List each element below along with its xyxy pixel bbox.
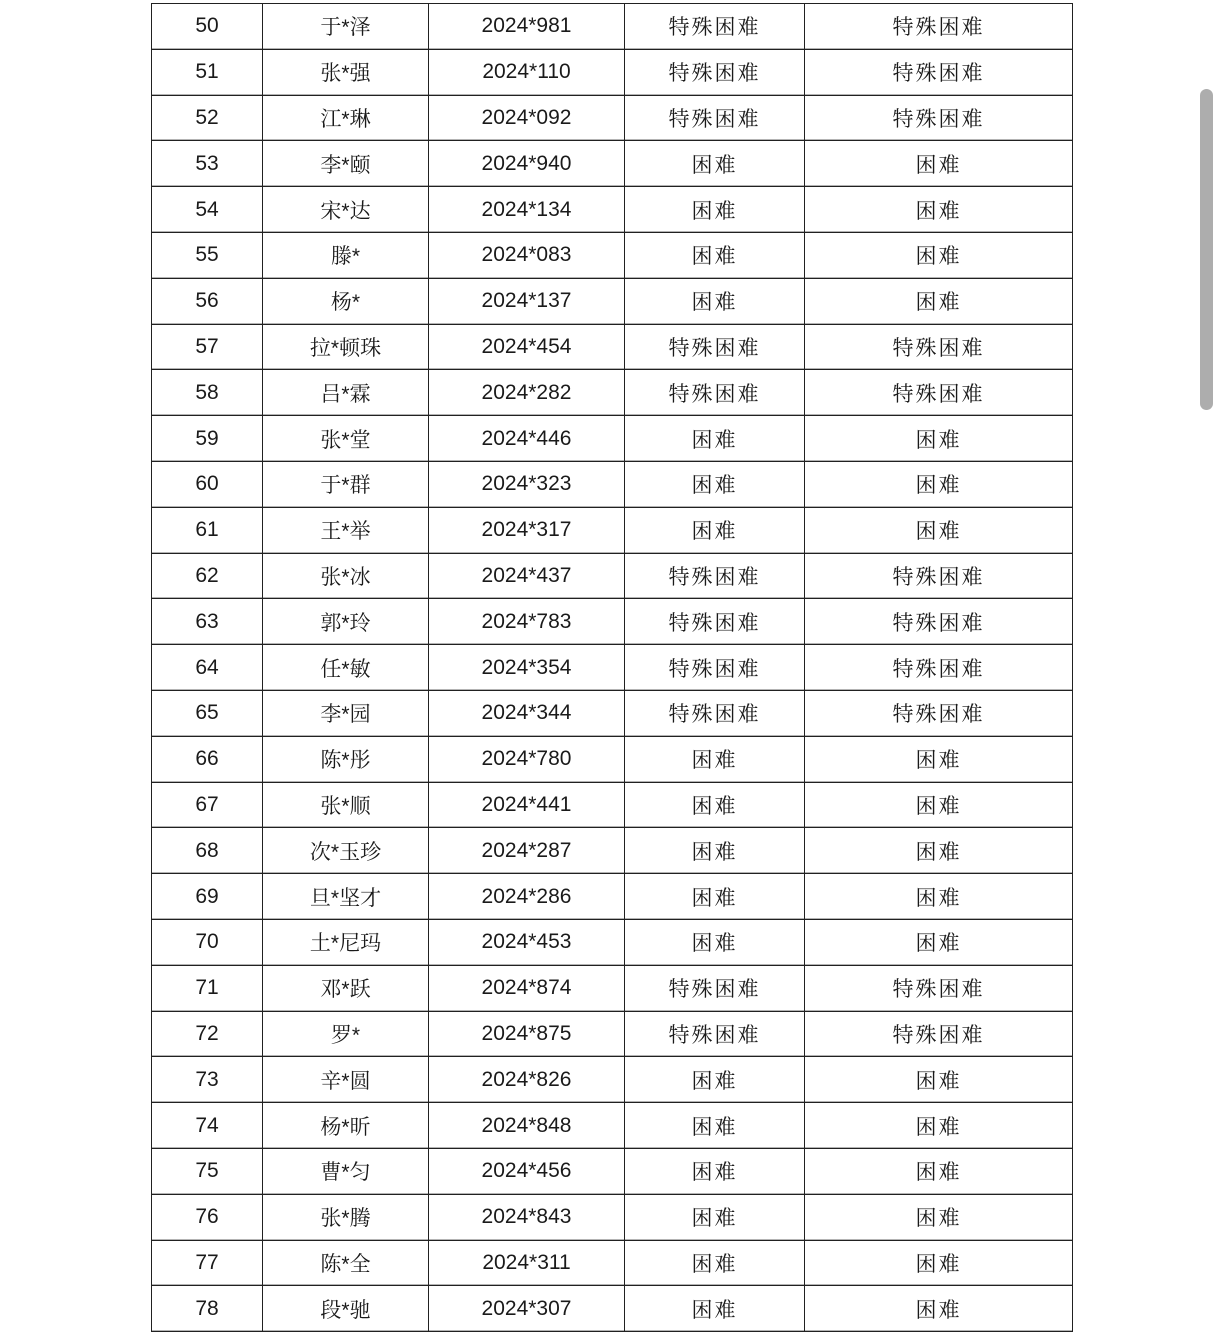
index-cell: 67	[152, 782, 263, 828]
table-row	[152, 645, 1073, 691]
index-cell: 52	[152, 95, 263, 141]
code-cell: 2024*134	[429, 187, 625, 233]
name-cell: 张*腾	[263, 1194, 429, 1240]
code-cell: 2024*453	[429, 919, 625, 965]
status-cell-2: 困难	[805, 1240, 1073, 1286]
name-cell: 拉*顿珠	[263, 324, 429, 370]
name-cell: 任*敏	[263, 645, 429, 691]
table-row	[152, 1011, 1073, 1057]
name-cell: 张*顺	[263, 782, 429, 828]
index-cell: 73	[152, 1057, 263, 1103]
table-row	[152, 370, 1073, 416]
status-cell-1: 困难	[625, 1103, 805, 1149]
index-cell: 78	[152, 1286, 263, 1332]
code-cell: 2024*282	[429, 370, 625, 416]
index-cell: 69	[152, 874, 263, 920]
table-row	[152, 553, 1073, 599]
code-cell: 2024*446	[429, 416, 625, 462]
status-cell-1: 困难	[625, 919, 805, 965]
status-cell-1: 困难	[625, 736, 805, 782]
table-row	[152, 95, 1073, 141]
status-cell-2: 特殊困难	[805, 599, 1073, 645]
table-row	[152, 1286, 1073, 1332]
name-cell: 罗*	[263, 1011, 429, 1057]
table-row	[152, 187, 1073, 233]
index-cell: 72	[152, 1011, 263, 1057]
index-cell: 75	[152, 1148, 263, 1194]
status-cell-2: 特殊困难	[805, 370, 1073, 416]
status-cell-2: 特殊困难	[805, 553, 1073, 599]
status-cell-2: 困难	[805, 919, 1073, 965]
code-cell: 2024*940	[429, 141, 625, 187]
status-cell-1: 困难	[625, 874, 805, 920]
table-row	[152, 278, 1073, 324]
table-row	[152, 690, 1073, 736]
code-cell: 2024*317	[429, 507, 625, 553]
table-row	[152, 324, 1073, 370]
status-cell-1: 困难	[625, 1057, 805, 1103]
vertical-scrollbar-thumb[interactable]	[1200, 89, 1213, 410]
index-cell: 62	[152, 553, 263, 599]
status-cell-2: 困难	[805, 278, 1073, 324]
index-cell: 56	[152, 278, 263, 324]
table-row	[152, 1057, 1073, 1103]
name-cell: 张*强	[263, 49, 429, 95]
name-cell: 王*举	[263, 507, 429, 553]
index-cell: 59	[152, 416, 263, 462]
name-cell: 李*颐	[263, 141, 429, 187]
index-cell: 68	[152, 828, 263, 874]
status-cell-1: 困难	[625, 232, 805, 278]
status-cell-2: 困难	[805, 874, 1073, 920]
code-cell: 2024*092	[429, 95, 625, 141]
status-cell-2: 困难	[805, 1148, 1073, 1194]
table-row	[152, 782, 1073, 828]
status-cell-2: 困难	[805, 461, 1073, 507]
table-row	[152, 1148, 1073, 1194]
name-cell: 李*园	[263, 690, 429, 736]
table-row	[152, 461, 1073, 507]
index-cell: 58	[152, 370, 263, 416]
code-cell: 2024*323	[429, 461, 625, 507]
code-cell: 2024*843	[429, 1194, 625, 1240]
table-row	[152, 232, 1073, 278]
table-row	[152, 828, 1073, 874]
status-cell-1: 特殊困难	[625, 553, 805, 599]
name-cell: 陈*全	[263, 1240, 429, 1286]
status-cell-2: 困难	[805, 828, 1073, 874]
status-cell-2: 特殊困难	[805, 965, 1073, 1011]
status-cell-2: 困难	[805, 187, 1073, 233]
index-cell: 55	[152, 232, 263, 278]
status-cell-2: 困难	[805, 416, 1073, 462]
code-cell: 2024*311	[429, 1240, 625, 1286]
name-cell: 旦*坚才	[263, 874, 429, 920]
table-row	[152, 1103, 1073, 1149]
index-cell: 65	[152, 690, 263, 736]
name-cell: 杨*	[263, 278, 429, 324]
code-cell: 2024*441	[429, 782, 625, 828]
status-cell-1: 特殊困难	[625, 690, 805, 736]
index-cell: 64	[152, 645, 263, 691]
table-row	[152, 874, 1073, 920]
code-cell: 2024*454	[429, 324, 625, 370]
status-cell-1: 困难	[625, 1194, 805, 1240]
status-cell-2: 困难	[805, 1103, 1073, 1149]
status-cell-2: 特殊困难	[805, 645, 1073, 691]
table-row	[152, 736, 1073, 782]
code-cell: 2024*137	[429, 278, 625, 324]
name-cell: 于*泽	[263, 4, 429, 50]
code-cell: 2024*110	[429, 49, 625, 95]
status-cell-1: 困难	[625, 1148, 805, 1194]
status-cell-2: 困难	[805, 1194, 1073, 1240]
status-cell-1: 困难	[625, 828, 805, 874]
name-cell: 杨*昕	[263, 1103, 429, 1149]
status-cell-1: 特殊困难	[625, 4, 805, 50]
status-cell-1: 特殊困难	[625, 645, 805, 691]
index-cell: 54	[152, 187, 263, 233]
code-cell: 2024*780	[429, 736, 625, 782]
code-cell: 2024*287	[429, 828, 625, 874]
table-row	[152, 599, 1073, 645]
status-cell-2: 困难	[805, 232, 1073, 278]
table-body	[152, 4, 1073, 1332]
index-cell: 53	[152, 141, 263, 187]
status-cell-2: 特殊困难	[805, 95, 1073, 141]
status-cell-2: 特殊困难	[805, 324, 1073, 370]
status-cell-2: 特殊困难	[805, 1011, 1073, 1057]
name-cell: 郭*玲	[263, 599, 429, 645]
index-cell: 57	[152, 324, 263, 370]
status-cell-1: 特殊困难	[625, 324, 805, 370]
status-cell-2: 困难	[805, 1057, 1073, 1103]
status-cell-1: 困难	[625, 141, 805, 187]
code-cell: 2024*344	[429, 690, 625, 736]
code-cell: 2024*875	[429, 1011, 625, 1057]
name-cell: 次*玉珍	[263, 828, 429, 874]
status-cell-1: 困难	[625, 1240, 805, 1286]
code-cell: 2024*981	[429, 4, 625, 50]
index-cell: 66	[152, 736, 263, 782]
code-cell: 2024*083	[429, 232, 625, 278]
code-cell: 2024*307	[429, 1286, 625, 1332]
table-row	[152, 1240, 1073, 1286]
name-cell: 滕*	[263, 232, 429, 278]
status-cell-2: 困难	[805, 736, 1073, 782]
table-row	[152, 1194, 1073, 1240]
status-cell-1: 特殊困难	[625, 1011, 805, 1057]
index-cell: 63	[152, 599, 263, 645]
status-cell-1: 困难	[625, 782, 805, 828]
status-cell-1: 困难	[625, 461, 805, 507]
code-cell: 2024*826	[429, 1057, 625, 1103]
name-cell: 曹*匀	[263, 1148, 429, 1194]
name-cell: 邓*跃	[263, 965, 429, 1011]
name-cell: 于*群	[263, 461, 429, 507]
table-row	[152, 49, 1073, 95]
status-cell-1: 特殊困难	[625, 370, 805, 416]
code-cell: 2024*286	[429, 874, 625, 920]
code-cell: 2024*456	[429, 1148, 625, 1194]
name-cell: 江*琳	[263, 95, 429, 141]
table-row	[152, 4, 1073, 50]
code-cell: 2024*437	[429, 553, 625, 599]
name-cell: 土*尼玛	[263, 919, 429, 965]
status-cell-1: 特殊困难	[625, 599, 805, 645]
index-cell: 70	[152, 919, 263, 965]
status-cell-2: 困难	[805, 507, 1073, 553]
table-row	[152, 416, 1073, 462]
table-row	[152, 919, 1073, 965]
code-cell: 2024*848	[429, 1103, 625, 1149]
status-cell-2: 困难	[805, 1286, 1073, 1332]
code-cell: 2024*783	[429, 599, 625, 645]
document-table	[151, 3, 1073, 1332]
code-cell: 2024*874	[429, 965, 625, 1011]
index-cell: 51	[152, 49, 263, 95]
status-cell-2: 特殊困难	[805, 49, 1073, 95]
table-row	[152, 965, 1073, 1011]
status-cell-1: 困难	[625, 1286, 805, 1332]
index-cell: 50	[152, 4, 263, 50]
status-cell-1: 特殊困难	[625, 965, 805, 1011]
status-cell-2: 困难	[805, 782, 1073, 828]
name-cell: 张*堂	[263, 416, 429, 462]
status-cell-1: 特殊困难	[625, 49, 805, 95]
index-cell: 61	[152, 507, 263, 553]
status-cell-1: 困难	[625, 278, 805, 324]
name-cell: 陈*彤	[263, 736, 429, 782]
name-cell: 吕*霖	[263, 370, 429, 416]
status-cell-1: 困难	[625, 507, 805, 553]
index-cell: 77	[152, 1240, 263, 1286]
index-cell: 60	[152, 461, 263, 507]
status-cell-2: 特殊困难	[805, 690, 1073, 736]
status-cell-1: 困难	[625, 416, 805, 462]
table-row	[152, 507, 1073, 553]
name-cell: 张*冰	[263, 553, 429, 599]
table-row	[152, 141, 1073, 187]
status-cell-2: 特殊困难	[805, 4, 1073, 50]
status-cell-1: 困难	[625, 187, 805, 233]
index-cell: 71	[152, 965, 263, 1011]
code-cell: 2024*354	[429, 645, 625, 691]
name-cell: 辛*圆	[263, 1057, 429, 1103]
index-cell: 74	[152, 1103, 263, 1149]
status-cell-2: 困难	[805, 141, 1073, 187]
name-cell: 段*驰	[263, 1286, 429, 1332]
name-cell: 宋*达	[263, 187, 429, 233]
index-cell: 76	[152, 1194, 263, 1240]
status-cell-1: 特殊困难	[625, 95, 805, 141]
